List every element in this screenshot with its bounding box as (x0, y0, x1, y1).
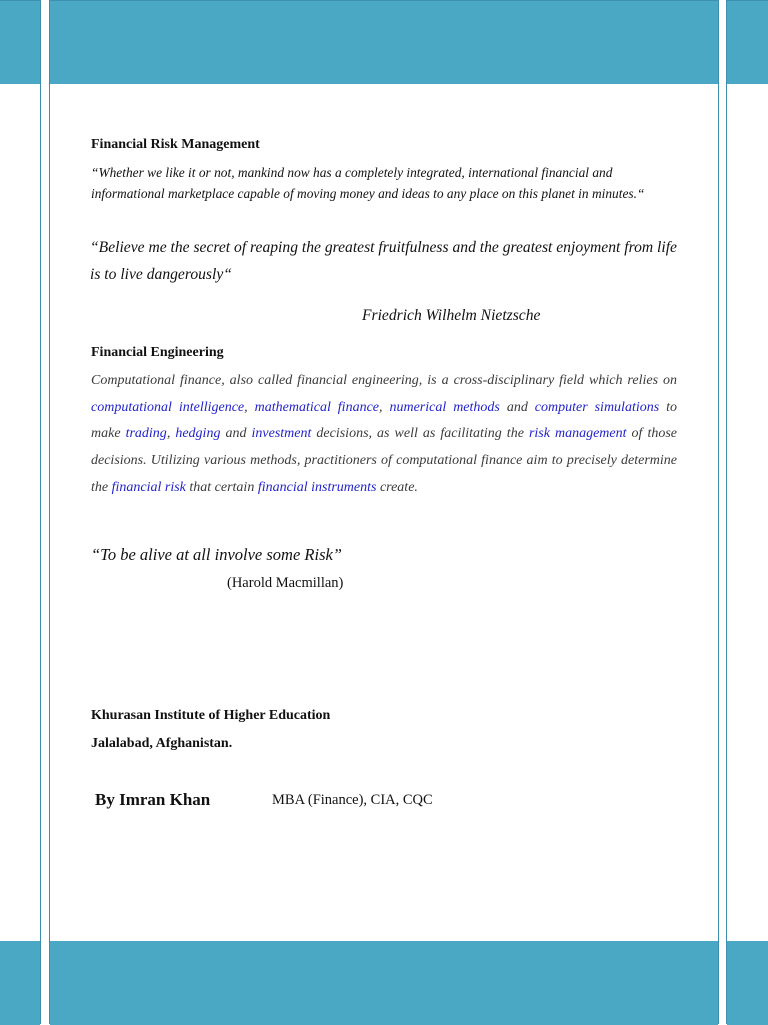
financial-engineering-paragraph (91, 368, 677, 502)
globalization-quote: “Whether we like it or not, mankind now has a completely integrated, international financial and informational marketplace capable of moving money and ideas to any place on this planet in minutes.“ (91, 165, 645, 201)
hyperlink-risk-management[interactable]: risk management (528, 426, 627, 442)
institution-name: Khurasan Institute of Higher Education (91, 708, 331, 723)
header-band (50, 1, 718, 84)
author-credentials: MBA (Finance), CIA, CQC (272, 792, 433, 808)
paragraph-text: decisions, as well as facilitating the (311, 426, 529, 442)
right-edge-top-band (727, 1, 768, 84)
hyperlink-hedging[interactable]: hedging (175, 426, 221, 442)
paragraph-text: and (499, 399, 535, 415)
macmillan-quote: “To be alive at all involve some Risk” (91, 545, 342, 564)
paragraph-text: , (379, 399, 390, 415)
macmillan-attribution: (Harold Macmillan) (227, 575, 344, 591)
hyperlink-investment[interactable]: investment (251, 426, 312, 442)
institution-location: Jalalabad, Afghanistan. (91, 736, 233, 751)
heading-financial-risk-management: Financial Risk Management (91, 137, 260, 152)
paragraph-text: of those decisions. Utilizing various methods, practitioners of computational finance aim to precisely determine the (91, 426, 678, 495)
hyperlink-computer-simulations[interactable]: computer simulations (534, 399, 660, 415)
right-edge-bottom-band (727, 941, 768, 1025)
hyperlink-financial-instruments[interactable]: financial instruments (257, 479, 377, 495)
paragraph-text: to make (91, 399, 678, 442)
paragraph-text: , (166, 426, 176, 442)
paragraph-text: Computational finance, also called financial engineering, is a cross-disciplinary field which relies on (91, 373, 677, 388)
nietzsche-quote: “Believe me the secret of reaping the greatest fruitfulness and the greatest enjoyment from life is to live dangerously“ (90, 239, 677, 283)
hyperlink-mathematical-finance[interactable]: mathematical finance (254, 399, 379, 415)
hyperlink-trading[interactable]: trading (125, 426, 167, 442)
heading-financial-engineering: Financial Engineering (91, 345, 224, 360)
nietzsche-attribution: Friedrich Wilhelm Nietzsche (362, 307, 541, 324)
right-page-edge (726, 0, 768, 1024)
left-edge-bottom-band (0, 941, 40, 1025)
document-page (49, 0, 719, 1024)
paragraph-text: and (220, 426, 252, 442)
paragraph-text: , (244, 399, 255, 415)
hyperlink-financial-risk[interactable]: financial risk (111, 479, 186, 495)
left-page-edge (0, 0, 41, 1024)
paragraph-text: that certain (185, 479, 258, 495)
hyperlink-numerical-methods[interactable]: numerical methods (389, 399, 500, 415)
paragraph-text: create. (376, 479, 418, 495)
hyperlink-computational-intelligence[interactable]: computational intelligence (91, 399, 245, 415)
footer-band (50, 941, 718, 1025)
author-name: By Imran Khan (95, 790, 211, 809)
left-edge-top-band (0, 1, 40, 84)
